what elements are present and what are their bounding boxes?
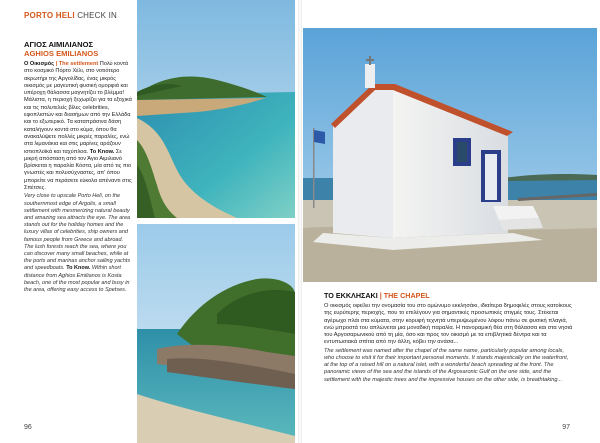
chapel-body-english: The settlement was named after the chapel of the same name, particularly popular among locals, who choose to visit it for their important personal moments. It stands majestically on the waterfront, at the top of a raised hill on a natural islet, with a wonderful beach spreading at the front. The panoramic views of the sea and the islands of the Argosaronic Gulf on the one side, and the settlement with the majestic trees and the impressive houses on the other side, is breathtaking... <box>324 347 569 383</box>
running-header <box>24 11 117 20</box>
page-number-right: 97 <box>562 424 570 431</box>
know-label-greek: To Know. <box>89 148 115 155</box>
chapel-body-greek: Ο οικισμός οφείλει την ονομασία του στο ομώνυμο εκκλησάκι, ιδιαίτερα δημοφιλές στους κατοίκους της ευρύτερης περιοχής, που το επιλέγουν για σημαντικές προσωπικές στιγμές τους. Στέκεται αγέρωχο πλάι στα κύματα, στην κορυφή τεχνητά υπερυψωμένου λόφου πάνω σε φυσική πλαγιά, ενώ μπροστά του απλώνεται μια μοναδική παραλία. Η πανοραμική θέα στη θάλασσα και στα νησιά του Αργοσαρωνικού από τη μία, όσο και προς τον οικισμό με τα επιβλητικά δέντρα και τα εντυπωσιακά σπίτια από την άλλη, κόβει την ανάσα... <box>324 303 573 346</box>
article-title-greek: ΑΓΙΟΣ ΑΙΜΙΛΙΑΝΟΣ <box>24 40 94 49</box>
article-title-latin: AGHIOS EMILIANOS <box>24 49 99 58</box>
lead-greek: Ο Οικισμός <box>24 61 55 67</box>
know-text-english: Within short distance from Aghios Emilianos is Kosta beach, one of the most popular and busy in the area, offering easy access to Spetses. <box>24 265 130 293</box>
article-body-greek <box>24 61 134 192</box>
chapel-title-separator: | <box>377 291 384 300</box>
header-section: CHECK IN <box>77 11 118 20</box>
page-gutter <box>298 0 302 443</box>
chapel-title-greek: ΤΟ ΕΚΚΛΗΣΑΚΙ <box>324 291 378 300</box>
lead-english: The settlement <box>58 61 99 67</box>
body-greek-text: Πολύ κοντά στο κοσμικό Πόρτο Χέλι, στο νοτιότερο ακρωτήρι της Αργολίδας, ένας μικρός οικισμός με μαγευτική φυσική ομορφιά και υπέροχη θάλασσα μαγνητίζει το βλέμμα! Μάλιστα, η περιοχή ξεχωρίζει για τα εξοχικά και τις πολυτελείς βίλες celebrities, εφοπλιστών και διασήμων από την Ελλάδα και το εξωτερικό. Τα καταπράσινα δάση καταλήγουν κοντά στο κύμα, όπου θα ανακαλύψετε πολλές μικρές παραλίες, ενώ στα λιμανάκια και στις μαρίνες αράζουν ιστιοπλοϊκά και ταχύπλοα. <box>24 61 132 155</box>
header-brand: PORTO HELI <box>24 11 75 20</box>
chapel-article <box>324 291 574 384</box>
aghios-emilianos-article <box>24 40 134 294</box>
chapel-photo <box>303 28 597 282</box>
coastline-photo <box>137 0 295 218</box>
article-body-english <box>24 193 134 294</box>
chapel-title-latin: THE CHAPEL <box>383 291 430 300</box>
lead-separator: | <box>54 61 59 67</box>
chapel-title <box>324 291 574 300</box>
rocky-coast-photo <box>137 224 295 443</box>
know-label-english: To Know. <box>66 265 91 272</box>
body-english-text: Very close to upscale Porto Heli, on the southernmost edge of Argolis, a small settlement with mesmerizing natural beauty and amazing sea attracts the eye. The area stands out for the holiday homes and the luxury villas of celebrities, ship owners and famous people from Greece and abroad. The lush forests reach the sea, where you can discover many small beaches, while at the ports and marinas anchor sailing yachts and speedboats. <box>24 193 131 272</box>
know-text-greek: Σε μικρή απόσταση από τον Άγιο Αιμιλιανό βρίσκεται η παραλία Κόστα, μία από τις πιο γνωστές και πολυσύχναστες, απ' όπου μπορείτε να περάσετε εύκολα απέναντι στις Σπέτσες. <box>24 148 132 192</box>
page-number-left: 96 <box>24 424 32 431</box>
